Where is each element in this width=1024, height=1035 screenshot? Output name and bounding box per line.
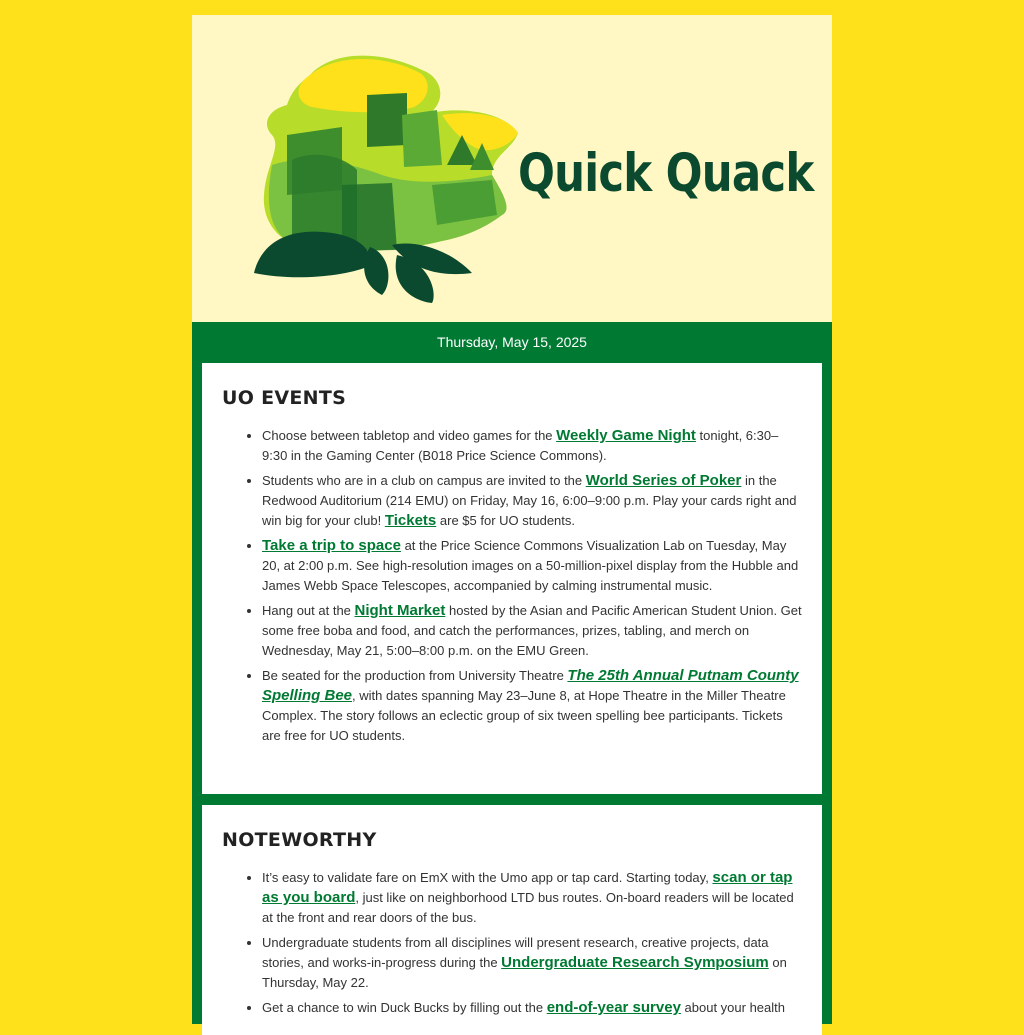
trip-to-space-link[interactable]: Take a trip to space (262, 537, 401, 554)
research-symposium-link[interactable]: Undergraduate Research Symposium (501, 954, 769, 971)
section-noteworthy (202, 805, 822, 1035)
list-item: • Get a chance to win Duck Bucks by filling out the end-of-year survey about your health (262, 998, 802, 1018)
list-item: • Take a trip to space at the Price Science Commons Visualization Lab on Tuesday, May 20, at 2:00 p.m. See high-resolution images on a 50-million-pixel display from the Hubble and James Webb Space Telescopes, accompanied by calming instrumental music. (262, 536, 802, 596)
newsletter-title: Quick Quack (518, 143, 814, 204)
world-series-of-poker-link[interactable]: World Series of Poker (585, 472, 742, 489)
list-item: • Students who are in a club on campus are invited to the World Series of Poker in the Redwood Auditorium (214 EMU) on Friday, May 16, 6:00–9:00 p.m. Play your cards right and win big for your club! Tickets are $5 for UO students. (262, 471, 802, 531)
list-item: • It’s easy to validate fare on EmX with the Umo app or tap card. Starting today, scan or tap as you board, just like on neighborhood LTD bus routes. On-board readers will be located at the front and rear doors of the bus. (262, 868, 802, 928)
list-item: • Undergraduate students from all disciplines will present research, creative projects, data stories, and works-in-progress during the Undergraduate Research Symposium on Thursday, May 22. (262, 933, 802, 993)
weekly-game-night-link[interactable]: Weekly Game Night (556, 427, 696, 444)
spelling-bee-link[interactable]: The 25th Annual Putnam County Spelling Bee (262, 667, 799, 704)
section-uo-events (202, 363, 822, 794)
list-item: • Choose between tabletop and video games for the Weekly Game Night tonight, 6:30–9:30 in the Gaming Center (B018 Price Science Commons). (262, 426, 802, 466)
event-list (222, 426, 802, 751)
list-item: • Be seated for the production from University Theatre The 25th Annual Putnam County Spelling Bee, with dates spanning May 23–June 8, at Hope Theatre in the Miller Theatre Complex. The story follows an eclectic group of six tween spelling bee participants. Tickets are free for UO students. (262, 666, 802, 746)
newsletter-email (192, 15, 832, 1024)
list-item: • Hang out at the Night Market hosted by the Asian and Pacific American Student Union. Get some free boba and food, and catch the performances, prizes, tabling, and merch on Wednesday, May 21, 5:00–8:00 p.m. on the EMU Green. (262, 601, 802, 661)
section-heading: UO EVENTS (222, 387, 347, 409)
tickets-link[interactable]: Tickets (384, 512, 437, 529)
issue-date: Thursday, May 15, 2025 (437, 334, 587, 350)
scan-or-tap-link[interactable]: scan or tap as you board (262, 869, 793, 906)
end-of-year-survey-link[interactable]: end-of-year survey (546, 999, 681, 1016)
section-heading: NOTEWORTHY (222, 829, 377, 851)
noteworthy-list (222, 868, 802, 1023)
hero-banner (192, 15, 832, 322)
night-market-link[interactable]: Night Market (354, 602, 446, 619)
